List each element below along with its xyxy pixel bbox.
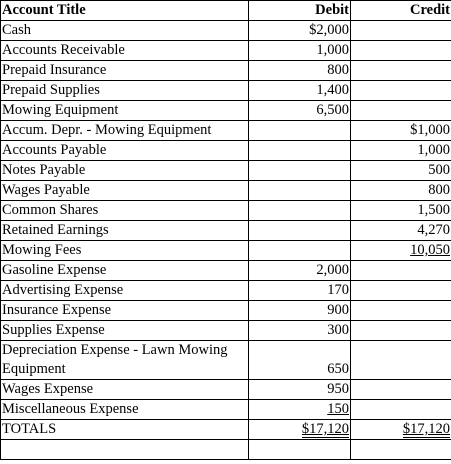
blank-row bbox=[1, 440, 451, 460]
account-title-cell: Supplies Expense bbox=[1, 321, 249, 341]
table-row bbox=[1, 341, 451, 380]
table-row bbox=[1, 61, 451, 81]
table-row bbox=[1, 41, 451, 61]
debit-cell: 2,000 bbox=[249, 261, 351, 281]
debit-cell: 1,000 bbox=[249, 41, 351, 61]
debit-cell: 150 bbox=[249, 400, 351, 420]
credit-cell bbox=[351, 321, 451, 341]
account-title-cell: Common Shares bbox=[1, 201, 249, 221]
debit-cell bbox=[249, 241, 351, 261]
credit-cell bbox=[351, 41, 451, 61]
debit-cell bbox=[249, 201, 351, 221]
debit-total-value: $17,120 bbox=[302, 421, 349, 440]
table-row bbox=[1, 321, 451, 341]
table-row bbox=[1, 121, 451, 141]
credit-total bbox=[351, 420, 451, 440]
account-title-cell: Gasoline Expense bbox=[1, 261, 249, 281]
account-title-header: Account Title bbox=[1, 1, 249, 21]
credit-cell bbox=[351, 380, 451, 400]
table-row bbox=[1, 221, 451, 241]
totals-row bbox=[1, 420, 451, 440]
account-title-cell: Accum. Depr. - Mowing Equipment bbox=[1, 121, 249, 141]
debit-cell: 170 bbox=[249, 281, 351, 301]
account-title-cell: Retained Earnings bbox=[1, 221, 249, 241]
account-title-cell: Notes Payable bbox=[1, 161, 249, 181]
header-row bbox=[1, 1, 451, 21]
account-title-cell: Wages Payable bbox=[1, 181, 249, 201]
table-row bbox=[1, 161, 451, 181]
blank-cell bbox=[351, 440, 451, 460]
table-row bbox=[1, 21, 451, 41]
debit-cell: 6,500 bbox=[249, 101, 351, 121]
credit-cell: 800 bbox=[351, 181, 451, 201]
account-title-cell: Cash bbox=[1, 21, 249, 41]
credit-cell bbox=[351, 21, 451, 41]
blank-cell bbox=[249, 440, 351, 460]
credit-header: Credit bbox=[351, 1, 451, 21]
table-row bbox=[1, 81, 451, 101]
table-row bbox=[1, 141, 451, 161]
table-row bbox=[1, 400, 451, 420]
debit-cell bbox=[249, 221, 351, 241]
credit-cell bbox=[351, 81, 451, 101]
debit-cell: 900 bbox=[249, 301, 351, 321]
account-title-cell: Insurance Expense bbox=[1, 301, 249, 321]
debit-cell: 950 bbox=[249, 380, 351, 400]
debit-cell: $2,000 bbox=[249, 21, 351, 41]
table-row bbox=[1, 101, 451, 121]
account-title-cell: Mowing Equipment bbox=[1, 101, 249, 121]
account-title-cell: Accounts Receivable bbox=[1, 41, 249, 61]
table-row bbox=[1, 301, 451, 321]
debit-cell bbox=[249, 181, 351, 201]
table-row bbox=[1, 201, 451, 221]
credit-total-value: $17,120 bbox=[403, 421, 450, 440]
debit-cell bbox=[249, 161, 351, 181]
credit-cell bbox=[351, 101, 451, 121]
account-title-cell: Prepaid Insurance bbox=[1, 61, 249, 81]
account-title-cell: Depreciation Expense - Lawn Mowing Equipment bbox=[1, 341, 249, 380]
account-title-cell: Mowing Fees bbox=[1, 241, 249, 261]
table-row bbox=[1, 380, 451, 400]
credit-cell: 4,270 bbox=[351, 221, 451, 241]
debit-cell: 1,400 bbox=[249, 81, 351, 101]
table-row bbox=[1, 241, 451, 261]
table-row bbox=[1, 281, 451, 301]
credit-cell bbox=[351, 281, 451, 301]
debit-cell: 650 bbox=[249, 341, 351, 380]
credit-cell bbox=[351, 301, 451, 321]
credit-cell: $1,000 bbox=[351, 121, 451, 141]
account-title-cell: Accounts Payable bbox=[1, 141, 249, 161]
credit-cell bbox=[351, 61, 451, 81]
credit-cell bbox=[351, 400, 451, 420]
debit-cell: 800 bbox=[249, 61, 351, 81]
credit-cell: 1,000 bbox=[351, 141, 451, 161]
totals-label: TOTALS bbox=[1, 420, 249, 440]
credit-cell: 10,050 bbox=[351, 241, 451, 261]
credit-cell: 1,500 bbox=[351, 201, 451, 221]
debit-cell bbox=[249, 141, 351, 161]
credit-cell bbox=[351, 341, 451, 380]
debit-total bbox=[249, 420, 351, 440]
account-title-cell: Advertising Expense bbox=[1, 281, 249, 301]
debit-cell: 300 bbox=[249, 321, 351, 341]
blank-cell bbox=[1, 440, 249, 460]
account-title-cell: Wages Expense bbox=[1, 380, 249, 400]
debit-header: Debit bbox=[249, 1, 351, 21]
debit-cell bbox=[249, 121, 351, 141]
table-row bbox=[1, 181, 451, 201]
credit-cell: 500 bbox=[351, 161, 451, 181]
credit-cell bbox=[351, 261, 451, 281]
account-title-cell: Miscellaneous Expense bbox=[1, 400, 249, 420]
table-row bbox=[1, 261, 451, 281]
account-title-cell: Prepaid Supplies bbox=[1, 81, 249, 101]
